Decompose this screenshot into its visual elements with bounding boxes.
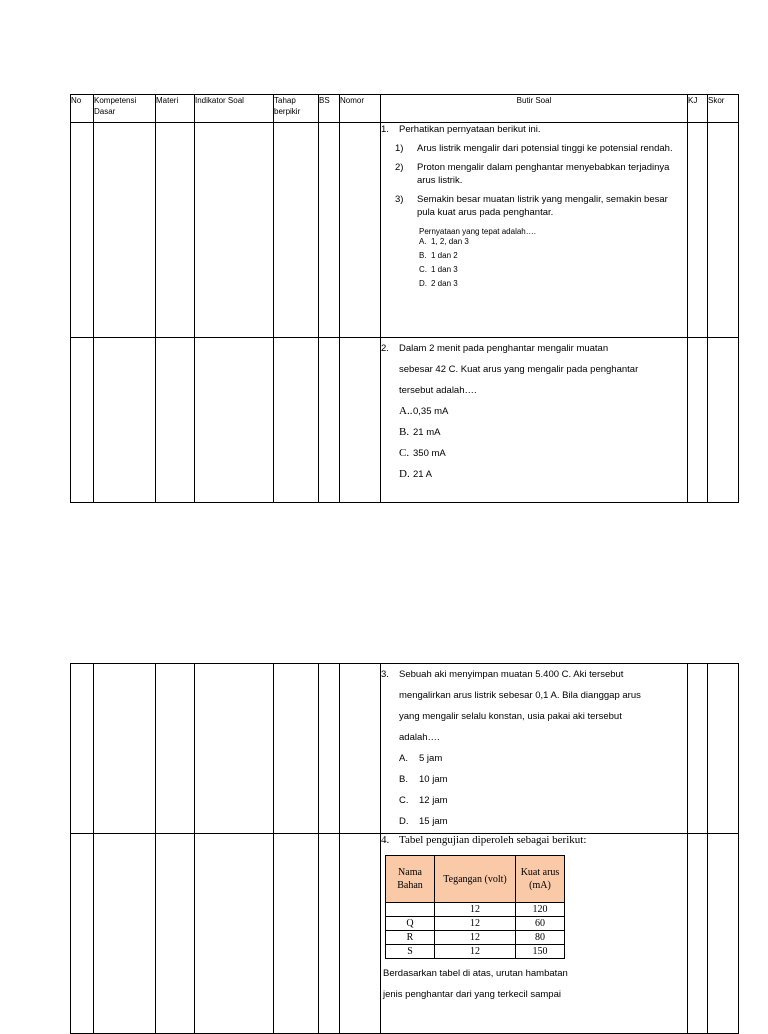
data-table-header [386, 856, 565, 903]
question-row-1 [71, 123, 739, 338]
option-b: B. 10 jam [399, 774, 448, 785]
option-b: B. 21 mA [399, 426, 441, 438]
col-kompetensi: Kompetensi Dasar [94, 95, 156, 123]
question-table-2 [70, 663, 739, 1034]
col-kj: KJ [688, 95, 708, 123]
option-d: D. 21 A [399, 468, 433, 480]
col-bs: BS [319, 95, 340, 123]
col-skor: Skor [708, 95, 739, 123]
data-row: S 12 150 [386, 945, 565, 959]
question-4-after-2: jenis penghantar dari yang terkecil sampai [383, 989, 561, 1000]
question-4-after-1: Berdasarkan tabel di atas, urutan hambatan [383, 968, 568, 979]
header-kuat-arus: Kuat arus (mA) [516, 856, 565, 903]
option-c: C. 1 dan 3 [419, 265, 458, 274]
option-d: D. 2 dan 3 [419, 279, 458, 288]
col-butir: Butir Soal [381, 95, 688, 123]
option-a: A. 5 jam [399, 753, 443, 764]
statement-2: 2) Proton mengalir dalam penghantar menyebabkan terjadinya arus listrik. [395, 162, 670, 186]
col-tahap: Tahap berpikir [274, 95, 319, 123]
question-row-4 [71, 834, 739, 1034]
question-3: 3. Sebuah aki menyimpan muatan 5.400 C. Aki tersebut mengalirkan arus listrik sebesar 0,1 A. Bila dianggap arus yang mengalir selalu konstan, usia pakai aki tersebut adalah…. A. 5 jam B. 10 jam C. 12 jam D. 15 jam [381, 664, 688, 834]
header-nama-bahan: Nama Bahan [386, 856, 435, 903]
header-row [71, 95, 739, 123]
question-row-2 [71, 338, 739, 503]
question-row-3 [71, 664, 739, 834]
question-table-1 [70, 94, 739, 503]
option-d: D. 15 jam [399, 816, 448, 827]
option-b: B. 1 dan 2 [419, 251, 458, 260]
question-1-prompt: Pernyataan yang tepat adalah…. [419, 227, 536, 236]
data-row: Q 12 60 [386, 917, 565, 931]
data-row: R 12 80 [386, 931, 565, 945]
col-indikator: Indikator Soal [195, 95, 274, 123]
test-data-table [385, 855, 565, 959]
header-tegangan: Tegangan (volt) [435, 856, 516, 903]
col-materi: Materi [156, 95, 195, 123]
question-2: 2. Dalam 2 menit pada penghantar mengalir muatan sebesar 42 C. Kuat arus yang mengalir pada penghantar tersebut adalah…. A.. 0,35 mA B. 21 mA C. 350 mA D. 21 A [381, 338, 688, 503]
statement-1: 1) Arus listrik mengalir dari potensial tinggi ke potensial rendah. [395, 143, 673, 154]
option-c: C. 350 mA [399, 447, 446, 459]
col-no: No [71, 95, 94, 123]
col-nomor: Nomor [340, 95, 381, 123]
question-1: 1. Perhatikan pernyataan berikut ini. 1) Arus listrik mengalir dari potensial tinggi ke potensial rendah. 2) Proton mengalir dalam penghantar menyebabkan terjadinya arus listrik. 3) Semakin besar muatan listrik yang mengalir, semakin besar pula kuat arus pada penghantar. Pernyataan yang tepat adalah…. A. 1, 2, dan 3 B. 1 dan 2 C. 1 dan 3 D. 2 dan 3 [381, 123, 688, 338]
option-a: A. 1, 2, dan 3 [419, 237, 469, 246]
option-a: A.. 0,35 mA [399, 405, 449, 417]
data-row: 12 120 [386, 903, 565, 917]
question-4: 4. Tabel pengujian diperoleh sebagai berikut: Nama Bahan Tegangan (volt) Kuat arus (mA) 12 120 Q 12 60 R 12 80 S 12 150 Berdasarkan tabel di atas, urutan hambatan jenis penghantar dari yang terkecil sampai [381, 834, 688, 1034]
option-c: C. 12 jam [399, 795, 448, 806]
statement-3: 3) Semakin besar muatan listrik yang mengalir, semakin besar pula kuat arus pada penghantar. [395, 194, 668, 218]
